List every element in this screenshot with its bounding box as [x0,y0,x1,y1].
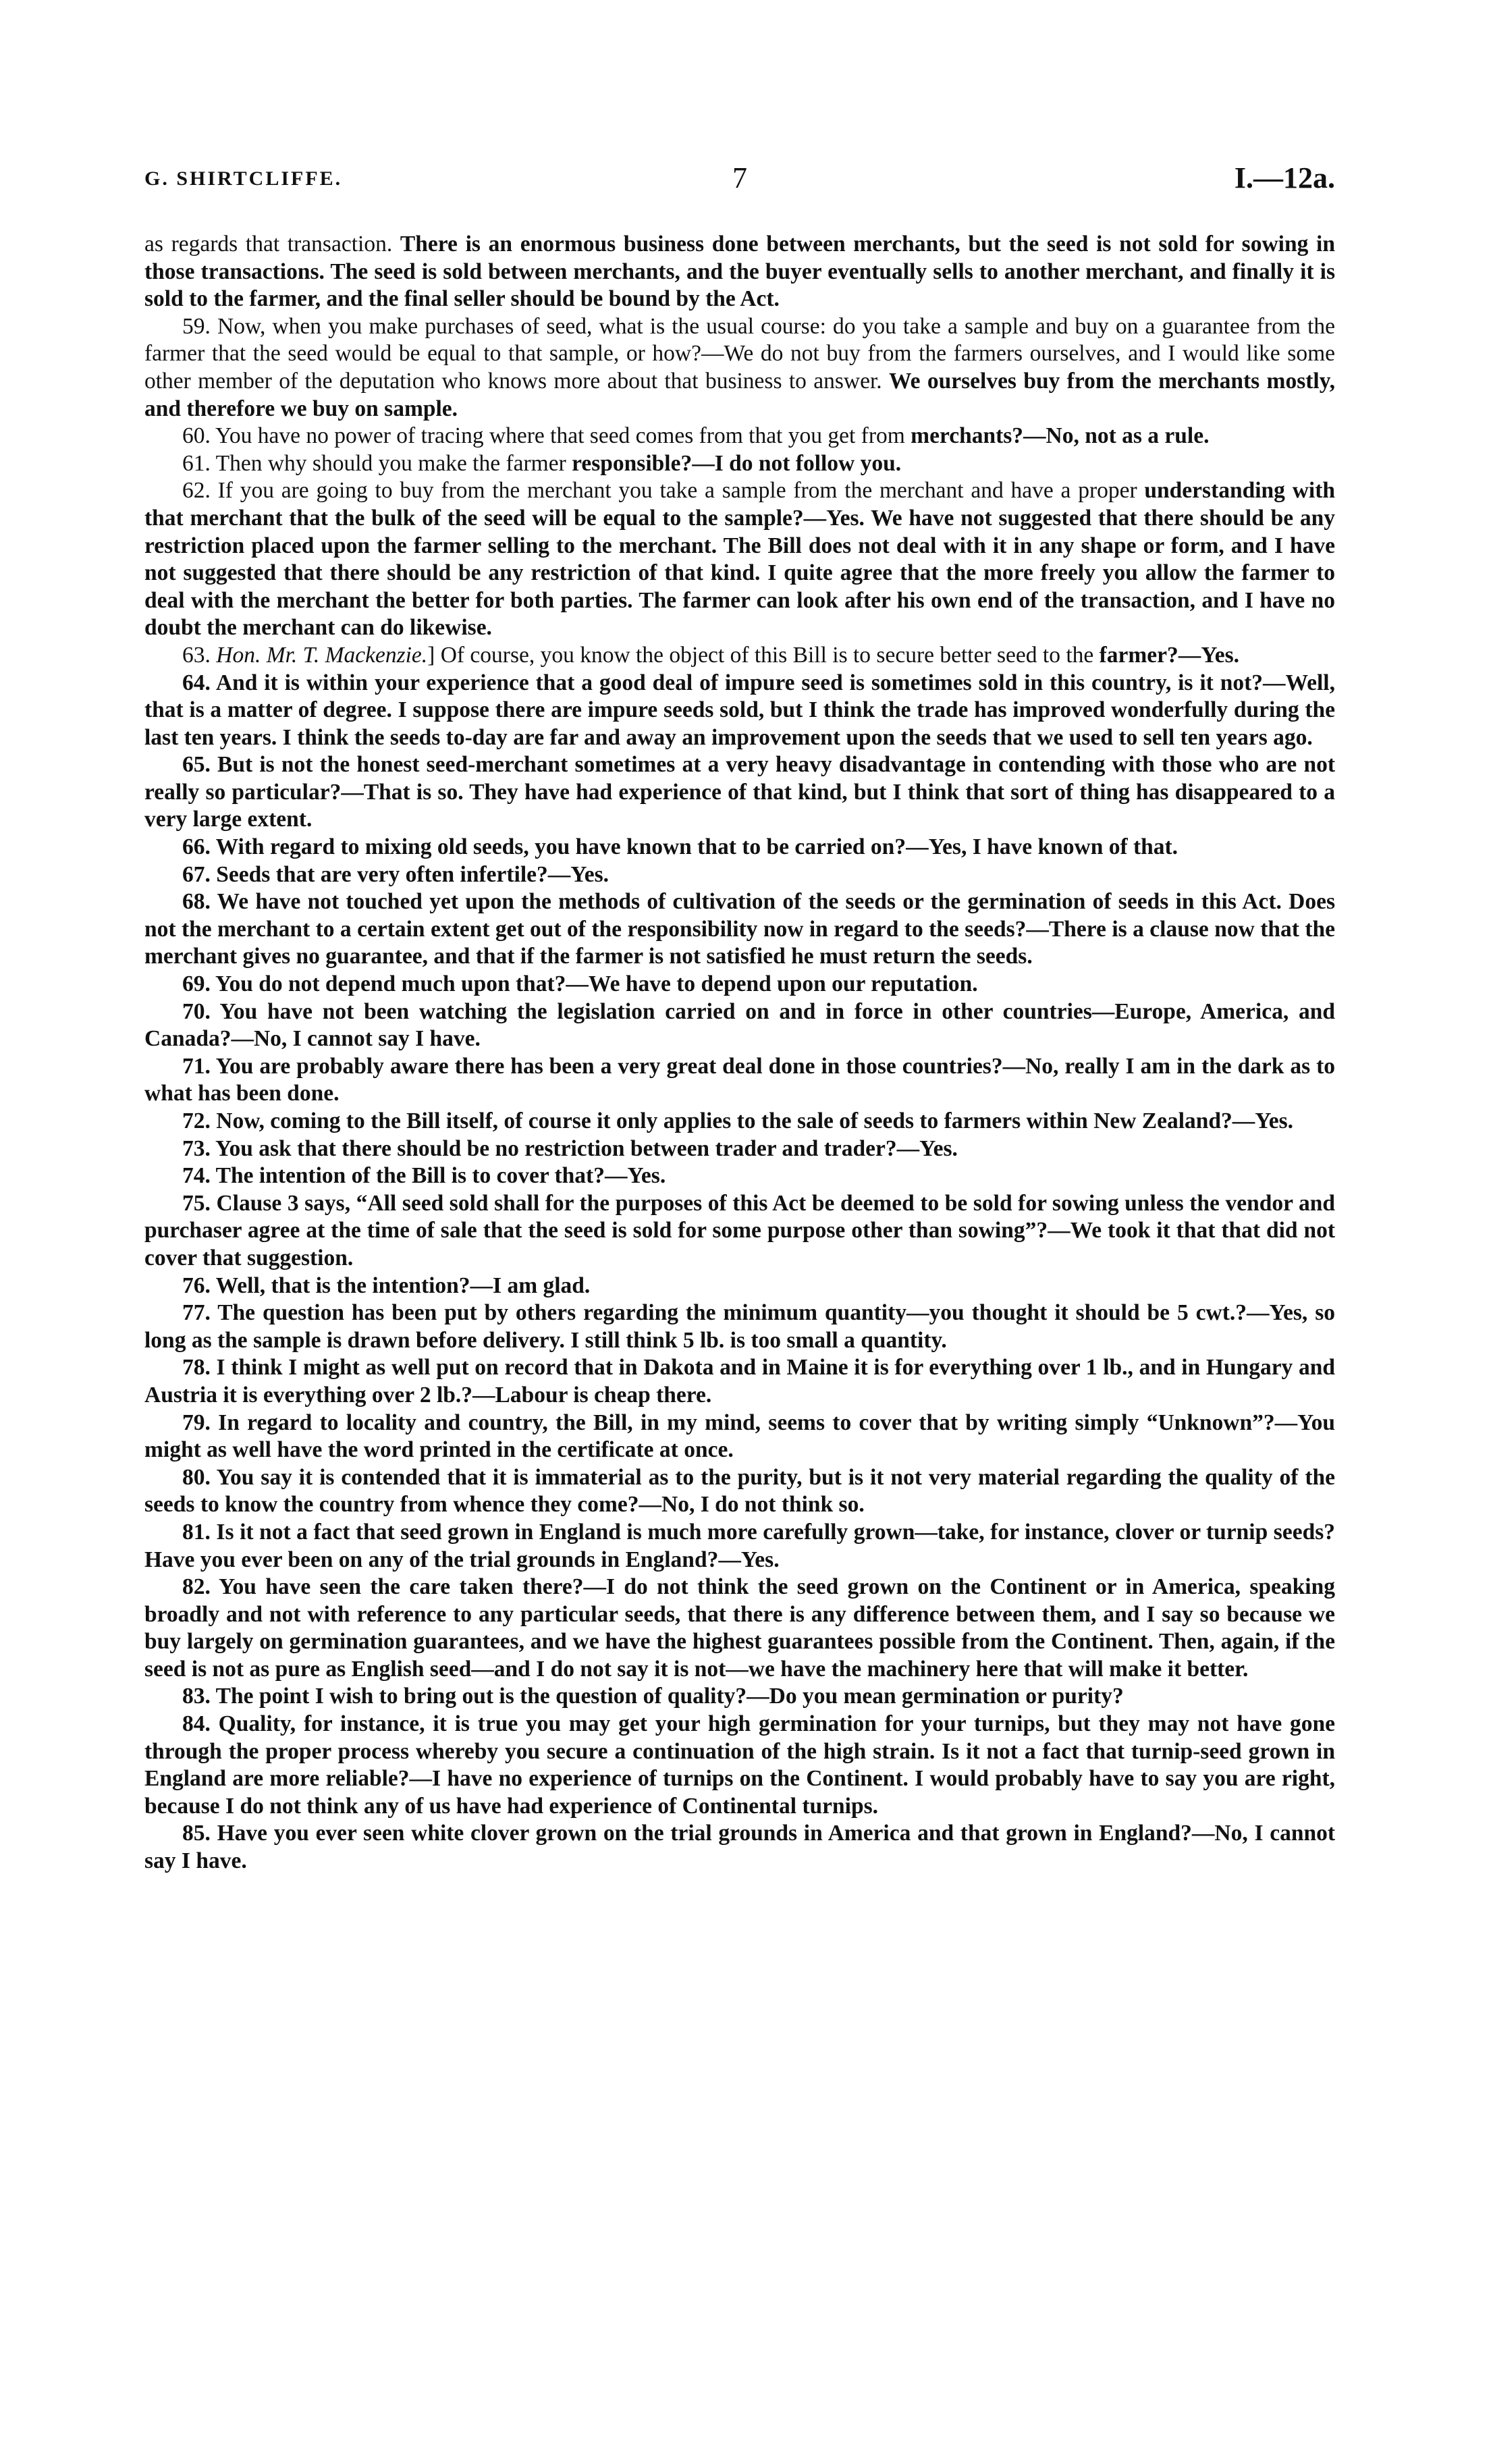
document-reference: I.—12a. [1234,161,1335,194]
paragraph-59: 59. Now, when you make purchases of seed, what is the usual course: do you take a sample and buy on a guarantee from the farmer that the seed would be equal to that sample, or how?—We do not buy from the farmers ourselves, and I would like some other member of the deputation who knows more about that business to answer. We ourselves buy from the merchants mostly, and therefore we buy on sample. [144,313,1335,421]
paragraph-80: 80. You say it is contended that it is immaterial as to the purity, but is it not very material regarding the quality of the seeds to know the country from whence they come?—No, I do not think so. [144,1464,1335,1518]
document-body [144,231,1335,1875]
paragraph-78: 78. I think I might as well put on record that in Dakota and in Maine it is for everything over 1 lb., and in Hungary and Austria it is everything over 2 lb.?—Labour is cheap there. [144,1355,1335,1408]
paragraph-75: 75. Clause 3 says, “All seed sold shall for the purposes of this Act be deemed to be sold for sowing unless the vendor and purchaser agree at the time of sale that the seed is sold for some purpose other than sowing”?—We took it that that did not cover that suggestion. [144,1190,1335,1270]
witness-name: G. SHIRTCLIFFE. [144,167,343,190]
paragraph-60: 60. You have no power of tracing where that seed comes from that you get from merchants?—No, not as a rule. [182,423,1210,449]
paragraph-82: 82. You have seen the care taken there?—I do not think the seed grown on the Continent or in America, speaking broadly and not with reference to any particular seeds, that there is any difference between them, and I say so because we buy largely on germination guarantees, and we have the highest guarantees possible from the Continent. Then, again, if the seed is not as pure as English seed—and I do not say it is not—we have the machinery here that will make it better. [144,1574,1335,1682]
paragraph-63: 63. Hon. Mr. T. Mackenzie.] Of course, you know the object of this Bill is to secure better seed to the farmer?—Yes. [182,642,1240,668]
paragraph-70: 70. You have not been watching the legislation carried on and in force in other countries—Europe, America, and Canada?—No, I cannot say I have. [144,998,1335,1052]
paragraph-69: 69. You do not depend much upon that?—We have to depend upon our reputation. [182,971,978,997]
paragraph-74: 74. The intention of the Bill is to cover that?—Yes. [182,1163,666,1189]
paragraph-81: 81. Is it not a fact that seed grown in England is much more carefully grown—take, for instance, clover or turnip seeds? Have you ever been on any of the trial grounds in England?—Yes. [144,1519,1335,1572]
page-header [144,161,1335,201]
paragraph-76: 76. Well, that is the intention?—I am glad. [182,1273,591,1298]
paragraph-62: 62. If you are going to buy from the merchant you take a sample from the merchant and have a proper understanding with that merchant that the bulk of the seed will be equal to the sample?—Yes. We have not suggested that there should be any restriction placed upon the farmer selling to the merchant. The Bill does not deal with it in any shape or form, and I have not suggested that there should be any restriction of that kind. I quite agree that the more freely you allow the farmer to deal with the merchant the better for both parties. The farmer can look after his own end of the transaction, and I have no doubt the merchant can do likewise. [144,478,1335,641]
paragraph-68: 68. We have not touched yet upon the methods of cultivation of the seeds or the germination of seeds in this Act. Does not the merchant to a certain extent get out of the responsibility now in regard to the seeds?—There is a clause now that the merchant gives no guarantee, and that if the farmer is not satisfied he must return the seeds. [144,889,1335,969]
paragraph-85: 85. Have you ever seen white clover grown on the trial grounds in America and that grown in England?—No, I cannot say I have. [144,1821,1335,1874]
paragraph-72: 72. Now, coming to the Bill itself, of course it only applies to the sale of seeds to farmers within New Zealand?—Yes. [182,1108,1294,1133]
paragraph-66: 66. With regard to mixing old seeds, you have known that to be carried on?—Yes, I have known of that. [182,834,1178,860]
paragraph-65: 65. But is not the honest seed-merchant sometimes at a very heavy disadvantage in contending with those who are not really so particular?—That is so. They have had experience of that kind, but I think that sort of thing has disappeared to a very large extent. [144,752,1335,832]
paragraph-84: 84. Quality, for instance, it is true you may get your high germination for your turnips, but they may not have gone through the proper process whereby you secure a continuation of the high strain. Is it not a fact that turnip-seed grown in England are more reliable?—I have no experience of turnips on the Continent. I would probably have to say you are right, because I do not think any of us have had experience of Continental turnips. [144,1711,1335,1819]
paragraph-0: as regards that transaction. There is an enormous business done between merchants, but the seed is not sold for sowing in those transactions. The seed is sold between merchants, and the buyer eventually sells to another merchant, and finally it is sold to the farmer, and the final seller should be bound by the Act. [144,232,1335,312]
paragraph-73: 73. You ask that there should be no restriction between trader and trader?—Yes. [182,1135,958,1161]
speaker-name: Hon. Mr. T. Mackenzie. [216,642,428,668]
paragraph-64: 64. And it is within your experience that a good deal of impure seed is sometimes sold in this country, is it not?—Well, that is a matter of degree. I suppose there are impure seeds sold, but I think the trade has improved wonderfully during the last ten years. I think the seeds to-day are far and away an improvement upon the seeds that we used to sell ten years ago. [144,670,1335,750]
paragraph-83: 83. The point I wish to bring out is the question of quality?—Do you mean germination or purity? [182,1684,1124,1709]
paragraph-61: 61. Then why should you make the farmer responsible?—I do not follow you. [182,450,902,476]
paragraph-71: 71. You are probably aware there has been a very great deal done in those countries?—No, really I am in the dark as to what has been done. [144,1053,1335,1106]
page-number: 7 [732,161,747,194]
paragraph-77: 77. The question has been put by others regarding the minimum quantity—you thought it should be 5 cwt.?—Yes, so long as the sample is drawn before delivery. I still think 5 lb. is too small a quantity. [144,1300,1335,1353]
paragraph-67: 67. Seeds that are very often infertile?—Yes. [182,861,609,887]
paragraph-79: 79. In regard to locality and country, the Bill, in my mind, seems to cover that by writing simply “Unknown”?—You might as well have the word printed in the certificate at once. [144,1410,1335,1463]
